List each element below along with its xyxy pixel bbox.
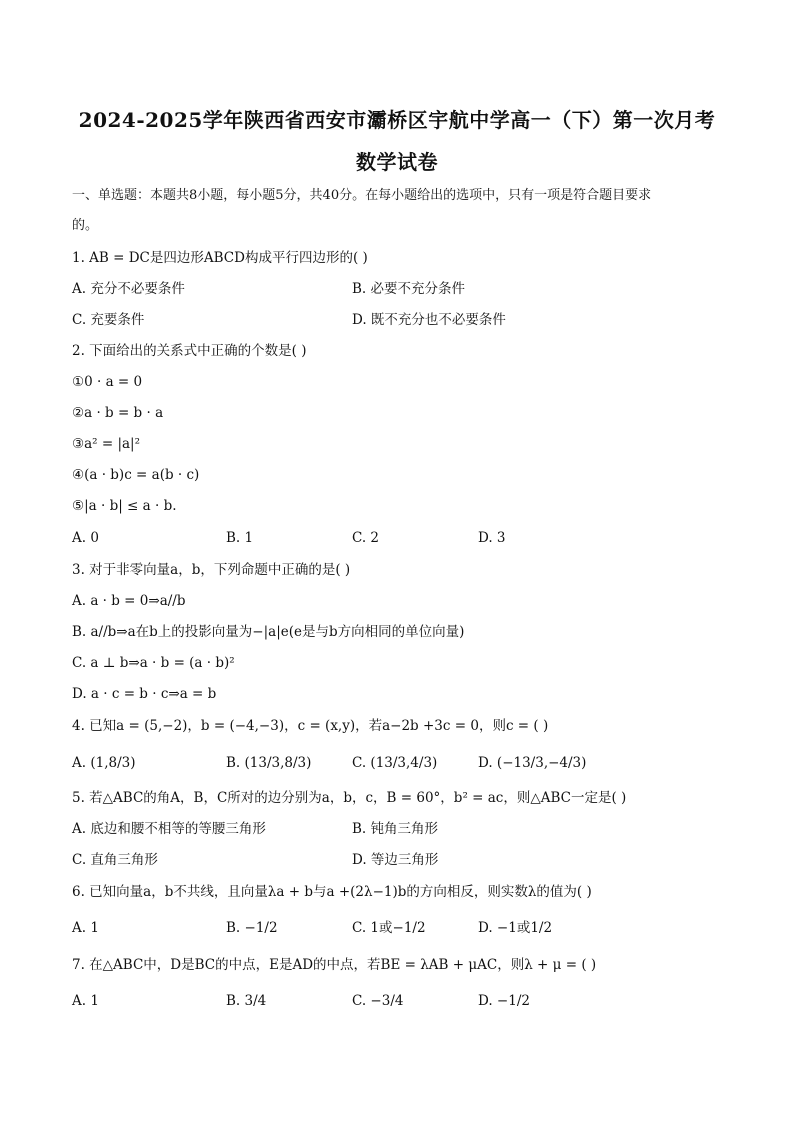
- q4-option-c: C. (13/3,4/3): [352, 755, 438, 771]
- q2-stem: 2. 下面给出的关系式中正确的个数是( ): [72, 343, 307, 359]
- q3-stem: 3. 对于非零向量a，b，下列命题中正确的是( ): [72, 562, 351, 578]
- q5-stem: 5. 若△ABC的角A，B，C所对的边分别为a，b，c，B = 60°，b² = ac，则△ABC一定是( ): [72, 790, 627, 806]
- q1-option-b: B. 必要不充分条件: [352, 281, 466, 297]
- q6-option-a: A. 1: [72, 920, 99, 936]
- q2-statement-2: ②a · b = b · a: [72, 405, 164, 421]
- q3-option-c: C. a ⊥ b⇒a · b = (a · b)²: [72, 655, 235, 671]
- q6-stem: 6. 已知向量a，b不共线，且向量λa + b与a +(2λ−1)b的方向相反，则实数λ的值为( ): [72, 884, 592, 900]
- exam-title-line1: 2024-2025学年陕西省西安市灞桥区宇航中学高一（下）第一次月考: [78, 108, 716, 132]
- q5-option-d: D. 等边三角形: [352, 852, 439, 868]
- q7-option-b: B. 3/4: [226, 993, 267, 1009]
- q4-option-b: B. (13/3,8/3): [226, 755, 312, 771]
- q2-option-a: A. 0: [72, 530, 99, 546]
- q2-option-c: C. 2: [352, 530, 380, 546]
- q2-option-d: D. 3: [478, 530, 506, 546]
- q3-option-a: A. a · b = 0⇒a//b: [72, 593, 186, 609]
- q1-stem: 1. AB = DC是四边形ABCD构成平行四边形的( ): [72, 250, 368, 266]
- q7-option-a: A. 1: [72, 993, 99, 1009]
- section1-heading-line1: 一、单选题：本题共8小题，每小题5分，共40分。在每小题给出的选项中，只有一项是符合题目要求: [72, 188, 652, 203]
- exam-title-line2: 数学试卷: [356, 150, 438, 174]
- q2-statement-1: ①0 · a = 0: [72, 374, 143, 390]
- q1-option-a: A. 充分不必要条件: [72, 281, 185, 297]
- q5-option-c: C. 直角三角形: [72, 852, 158, 868]
- q7-option-d: D. −1/2: [478, 993, 530, 1009]
- q4-stem: 4. 已知a = (5,−2)，b = (−4,−3)，c = (x,y)，若a−2b +3c = 0，则c = ( ): [72, 718, 549, 734]
- q4-option-a: A. (1,8/3): [72, 755, 136, 771]
- q3-option-b: B. a//b⇒a在b上的投影向量为−|a|e(e是与b方向相同的单位向量): [72, 624, 465, 640]
- q2-statement-3: ③a² = |a|²: [72, 436, 141, 452]
- q2-option-b: B. 1: [226, 530, 254, 546]
- q2-statement-4: ④(a · b)c = a(b · c): [72, 467, 200, 483]
- section1-heading-line2: 的。: [72, 218, 99, 233]
- q1-option-c: C. 充要条件: [72, 312, 145, 328]
- q5-option-b: B. 钝角三角形: [352, 821, 439, 837]
- q5-option-a: A. 底边和腰不相等的等腰三角形: [72, 821, 266, 837]
- q7-option-c: C. −3/4: [352, 993, 404, 1009]
- q7-stem: 7. 在△ABC中，D是BC的中点，E是AD的中点，若BE = λAB + μAC，则λ + μ = ( ): [72, 957, 597, 973]
- q3-option-d: D. a · c = b · c⇒a = b: [72, 686, 217, 702]
- q2-statement-5: ⑤|a · b| ≤ a · b.: [72, 498, 177, 514]
- q4-option-d: D. (−13/3,−4/3): [478, 755, 587, 771]
- q6-option-c: C. 1或−1/2: [352, 920, 426, 936]
- q1-option-d: D. 既不充分也不必要条件: [352, 312, 506, 328]
- q6-option-b: B. −1/2: [226, 920, 278, 936]
- q6-option-d: D. −1或1/2: [478, 920, 553, 936]
